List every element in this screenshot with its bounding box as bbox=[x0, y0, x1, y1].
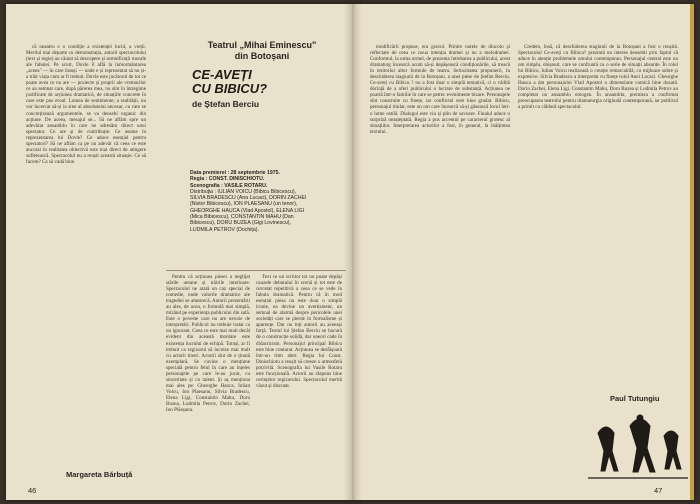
left-column-3-text: Text ce un scriitor tot nu poate depăși cauzele debutului în scenă și tot este de cercetat repetitivă a ceea ce se vede în fabula dramatică. Pentru că în mod esențial piesa nu este doar o simplă ironie, ea devine un avertisment, un semnal de alarmă despre pericolele unei societăți care se pierde în formalisme și aparențe. Dar nu toți autorii au aceeași forță. Textul lui Ștefan Berciu se bucură de o construcție solidă, dar uneori cade în didacticism. Personajul principal Bibicu este bine conturat. Acțiunea se desfășoară într-un ritm alert. Regia lui Const. Dinischiotu a reușit să creeze o atmosferă potrivită. Scenografia lui Vasile Rotaru este funcțională. Actorii au răspuns bine cerințelor regizorului. Spectacolul merită văzut și discutat. bbox=[256, 274, 342, 389]
left-column-3 bbox=[256, 274, 342, 480]
credit-cast: Distribuția : IULIAN VOICU (Bibicu Bibicescu), SILVIA BRADESCU (Ana Lucaci), DORIN ZACHEI (Nistor Bibicescu), ION PLAESANU (un tenor), GHEORGHE HAUCA (Vlad Apostol), ELENA LIGI (Mica Bibicescu), CONSTANTIN MAHU (Dan Bibicescu), DORU BUZEA (Gigi Lovinescu), LUDMILA PETROV (Dochița). bbox=[190, 188, 307, 233]
right-column-2 bbox=[518, 44, 678, 384]
left-column-2 bbox=[166, 274, 250, 480]
byline: de Ștefan Berciu bbox=[192, 99, 260, 109]
credit-premiere: Data premierei : 28 septembrie 1975. bbox=[190, 170, 280, 176]
figure-center bbox=[630, 419, 655, 472]
credit-scenography: Scenografia : VASILE ROTARU. bbox=[190, 182, 268, 189]
left-column-1 bbox=[26, 44, 146, 462]
figure-left bbox=[598, 427, 618, 471]
play-title bbox=[192, 68, 332, 96]
theatre-name bbox=[192, 40, 332, 62]
headline-line-1: CE-AVEȚI bbox=[192, 67, 252, 82]
left-signature: Margareta Bărbuță bbox=[66, 470, 133, 479]
figure-right bbox=[664, 431, 681, 469]
title-line-2: din Botoșani bbox=[234, 51, 290, 61]
decorative-illustration bbox=[578, 408, 698, 488]
headline-line-2: CU BIBICU? bbox=[192, 81, 268, 96]
left-column-1-text: că neantru e o condiție a existenței lucid, a vieții. Meritul mai departe cu demonstrația, autorii spectacolului (text și regie) au căutat să descopere și semnificații morale ale fabulei. Pe scurt, Dovle îl află la înmormântarea „aceea" — în care însuși — unde e și reprezentat să nu și-a trăit viața cum ar fi trebuit. Dovle este jucătorul de tot ce poate avea ce nu are — proiecte și proprii ale vremurilor ce au semnat care, după părerea mea, nu sînt în întregime justificate de acțiunea dramatică, de situațiile concrete în care este pus eroul. Lumea de sentimente, a realității, nu vor încercat să-și ia sine al absolutului necesar, cu care se concrețizează argumentele, se va deosebi organic din acțiune. De aceea, mesajul se... Să ne aflăm spre un adevărat ansamblu în care ne adresăm direct unui spectator. Ce are și de contribuție: Ce asume în reprezentarea lui Dovle? Ce aduce esențial pentru spectatori? Să ne aflăm ca pe un adevăr că ceea ce este ancorat în realitatea obiectivă este mai direct de atingere sufletească. Spectacolul nu a reușit această situație. Ce să facem? Ca să vadă bine. bbox=[26, 44, 146, 165]
right-column-1 bbox=[370, 44, 510, 484]
magazine-spread bbox=[6, 4, 694, 500]
right-column-2-text: Credem, însă, că deschiderea stagiunii de la Botoșani a fost o reușită. Spectacolul Ce-aveți cu Bibicu? prezintă un interes deosebit prin faptul că aduce în atenție problemele omului contemporan. Personajul central este un om simplu, obișnuit, care se confruntă cu o serie de situații absurde. În rolul lui Bibicu, Iulian Voicu realizează o creație remarcabilă, cu mijloace sobre și expresive. Silvia Bradescu a interpretat cu finețe rolul Anei Lucaci. Gheorghe Hauca a dat personajului Vlad Apostol o dimensiune comică bine dozată. Dorin Zachei, Elena Ligi, Constantin Mahu, Doru Buzea și Ludmila Petrov au completat un ansamblu omogen. În ansamblu, premiera a confirmat preocuparea teatrului pentru dramaturgia originală contemporană, iar publicul a primit cu căldură spectacolul. bbox=[518, 44, 678, 111]
article-title-block bbox=[192, 40, 332, 109]
title-line-1: Teatrul „Mihai Eminescu" bbox=[207, 40, 317, 50]
page-number-left: 46 bbox=[28, 486, 37, 495]
right-column-1-text: modificării propuse, era gravul. Printre notele de dincolo și reflectate de ceea ce noua intenția dramei și nu a melodramei. Conformul, la urma urmei, de prezenta întrebarea a publicului, acest dramaturg încearcă acum să-și depășească condiționările, să treacă în teritoriul altor formule de teatru. Seriozitatea propunerii, în deschiderea stagiunii de la Botoșani, a unei piese de Ștefan Berciu, Ce-aveți cu Bibicu ? nu a fost doar o simplă tentativă, ci o vădită dorință de a oferi publicului o lucrare de substanță. Acțiunea ne poartă într-o familie în care se petrec evenimente bizare. Personajele sînt construite cu finețe, iar conflictul este bine gradat. Bibicu, personajul titular, este un om care încearcă să-și găsească locul într-o lume ostilă. Dialogul este viu și plin de savoare. Finalul aduce o surpriză neașteptată. Regia a pus accentul pe caracterul grotesc al situațiilor. Interpretarea actorilor a fost, în general, la înălțimea textului. bbox=[370, 44, 510, 135]
credit-direction: Regia : CONST. DINISCHIOTU. bbox=[190, 176, 265, 183]
right-signature: Paul Tutungiu bbox=[610, 394, 660, 403]
page-gutter bbox=[344, 4, 362, 500]
production-credits bbox=[190, 170, 310, 233]
left-column-2-text: Pentru că acțiunea piesei a neglijat stările umane și trăirile interioare. Spectacolul ne arată un caz special de comedie, unde valorile dramatice ale tragediei se amestecă. Autorii prezentării au ales, de acea, o formulă mai simplă, mizând pe experiența publicului din sală. Este o poveste care nu are nevoie de interpretări. Publicul nu trebuie tratat ca un ignorant. Ceea ce este mai mult decât evident din această montare este existența lucrului de echipă. Totuși, ar fi trebuit ca regizorul să lucreze mai mult cu actorii tineri. Actorii sînt de o ținută exemplară. Se cuvine o mențiune specială pentru felul în care au înțeles personajele pe care le-au jucat, cu sinceritate și cu talent. Și aș menționa mai ales pe: Gheorghe Hauca, Iulian Voicu, Ion Plaesanu, Silvia Bradescu, Elena Ligi, Constantin Mahu, Doru Buzea, Ludmila Petrov, Dorin Zachei, Ion Plăeșanu. bbox=[166, 274, 250, 414]
section-divider bbox=[166, 270, 346, 271]
page-number-right: 47 bbox=[654, 486, 663, 495]
figure-head bbox=[637, 415, 643, 421]
